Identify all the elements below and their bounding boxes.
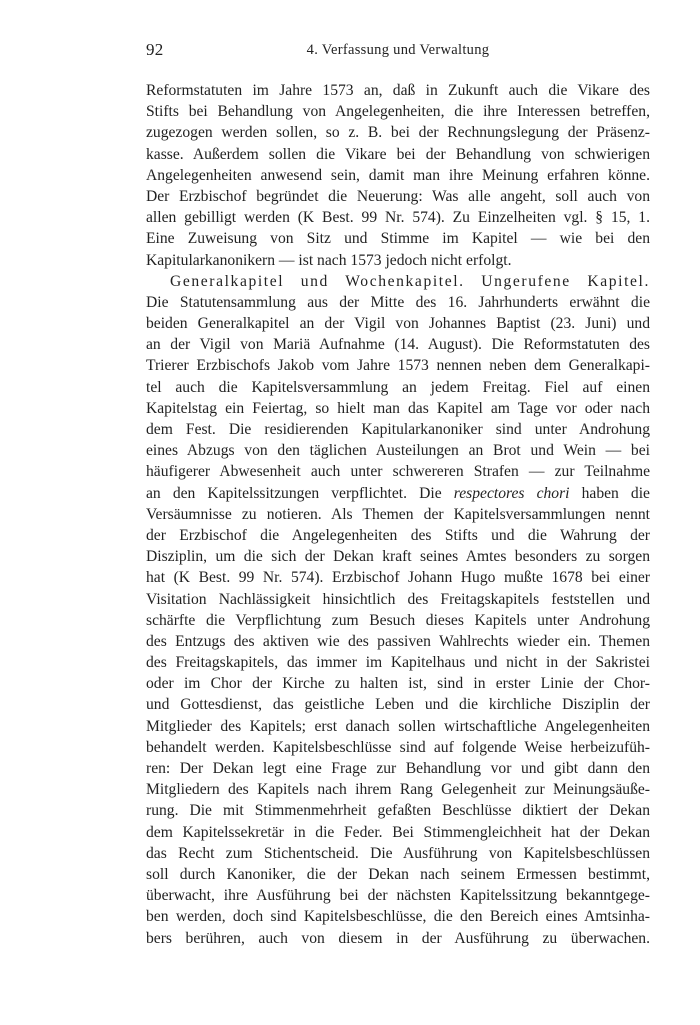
text-line: hat (K Best. 99 Nr. 574). Erzbischof Johann Hugo mußte 1678 bei einer xyxy=(146,569,650,587)
text-line: oder im Chor der Kirche zu halten ist, sind in erster Linie der Chor- xyxy=(146,675,650,693)
text-line: Mitgliedern des Kapitels nach ihrem Rang Gelegenheit zur Meinungsäuße- xyxy=(146,781,650,799)
text-line: Kapitularkanonikern — ist nach 1573 jedoch nicht erfolgt. xyxy=(146,251,512,269)
text-line: tel auch die Kapitelsversammlung an jedem Freitag. Fiel auf einen xyxy=(146,378,650,396)
text-line: überwacht, ihre Ausführung bei der nächsten Kapitelssitzung bekanntgege- xyxy=(146,887,650,905)
text-line: Der Erzbischof begründet die Neuerung: Was alle angeht, soll auch von xyxy=(146,187,650,205)
text-line: Disziplin, um die sich der Dekan kraft seines Amtes besonders zu sorgen xyxy=(146,548,650,566)
text-line: Stifts bei Behandlung von Angelegenheiten, die ihre Interessen betreffen, xyxy=(146,103,650,121)
text-line: behandelt werden. Kapitelsbeschlüsse sind auf folgende Weise herbeizufüh- xyxy=(146,738,650,756)
page-header xyxy=(146,40,650,66)
text-line: ben werden, doch sind Kapitelsbeschlüsse, die den Bereich eines Amtsinha- xyxy=(146,908,650,926)
text-line: eines Abzugs von den täglichen Austeilungen an Brot und Wein — bei xyxy=(146,442,650,460)
text-line: häufigerer Abwesenheit auch unter schwereren Strafen — zur Teilnahme xyxy=(146,463,650,481)
running-head: 4. Verfassung und Verwaltung xyxy=(306,42,490,58)
text-line: bers berühren, auch von diesem in der Ausführung zu überwachen. xyxy=(146,929,650,947)
text-line: allen gebilligt werden (K Best. 99 Nr. 574). Zu Einzelheiten vgl. § 15, 1. xyxy=(146,209,650,227)
text-line: zugezogen werden sollen, so z. B. bei der Rechnungslegung der Präsenz- xyxy=(146,124,650,142)
text-line: Die Statutensammlung aus der Mitte des 16. Jahrhunderts erwähnt die xyxy=(146,293,650,311)
text-line: an der Vigil von Mariä Aufnahme (14. August). Die Reformstatuten des xyxy=(146,336,650,354)
text-line: der Erzbischof die Angelegenheiten des Stifts und die Wahrung der xyxy=(146,526,650,544)
text-line: dem Fest. Die residierenden Kapitularkanoniker sind unter Androhung xyxy=(146,421,650,438)
text-line: Reformstatuten im Jahre 1573 an, daß in Zukunft auch die Vikare des xyxy=(146,82,650,99)
text-line: Trierer Erzbischofs Jakob vom Jahre 1573 nennen neben dem Generalkapi- xyxy=(146,357,650,375)
paragraph-2 xyxy=(146,271,650,949)
italic-term: respectores chori xyxy=(453,484,570,502)
text-line: beiden Generalkapitel an der Vigil von Johannes Baptist (23. Juni) und xyxy=(146,315,650,333)
text-span: haben die xyxy=(569,484,650,502)
section-heading: Generalkapitel und Wochenkapitel. Ungerufene Kapitel. xyxy=(170,272,650,290)
text-line: Mitglieder des Kapitels; erst danach sollen wirtschaftliche Angelegenheiten xyxy=(146,717,650,735)
page-number: 92 xyxy=(146,40,164,59)
text-span: an den Kapitelssitzungen verpflichtet. Die xyxy=(146,484,454,502)
text-line: rung. Die mit Stimmenmehrheit gefaßten Beschlüsse diktiert der Dekan xyxy=(146,802,650,820)
text-line: kasse. Außerdem sollen die Vikare bei der Behandlung von schwierigen xyxy=(146,145,650,163)
text-line: ren: Der Dekan legt eine Frage zur Behandlung vor und gibt dann den xyxy=(146,760,650,777)
text-line: dem Kapitelssekretär in die Feder. Bei Stimmengleichheit hat der Dekan xyxy=(146,823,650,841)
text-line: Angelegenheiten anwesend sein, damit man ihre Meinung erfahren könne. xyxy=(146,166,650,184)
text-line: des Freitagskapitels, das immer im Kapitelhaus und nicht in der Sakristei xyxy=(146,654,650,672)
text-line: und Gottesdienst, das geistliche Leben und die kirchliche Disziplin der xyxy=(146,696,650,714)
text-line: Versäumnisse zu notieren. Als Themen der Kapitelsversammlungen nennt xyxy=(146,505,650,523)
paragraph-1 xyxy=(146,80,650,271)
text-line: Visitation Nachlässigkeit hinsichtlich des Freitagskapitels feststellen und xyxy=(146,590,650,608)
body-text xyxy=(146,80,650,949)
text-line: soll durch Kanoniker, die der Dekan nach seinem Ermessen bestimmt, xyxy=(146,865,650,883)
text-line: des Entzugs des aktiven wie des passiven Wahlrechts wieder ein. Themen xyxy=(146,632,650,650)
text-line: das Recht zum Stichentscheid. Die Ausführung von Kapitelsbeschlüssen xyxy=(146,844,650,862)
text-line: Kapitelstag ein Feiertag, so hielt man das Kapitel am Tage vor oder nach xyxy=(146,399,650,417)
text-line: schärfte die Verpflichtung zum Besuch dieses Kapitels unter Androhung xyxy=(146,611,650,629)
text-line: Eine Zuweisung von Sitz und Stimme im Kapitel — wie bei den xyxy=(146,230,650,248)
text-line-with-italic xyxy=(146,483,650,504)
